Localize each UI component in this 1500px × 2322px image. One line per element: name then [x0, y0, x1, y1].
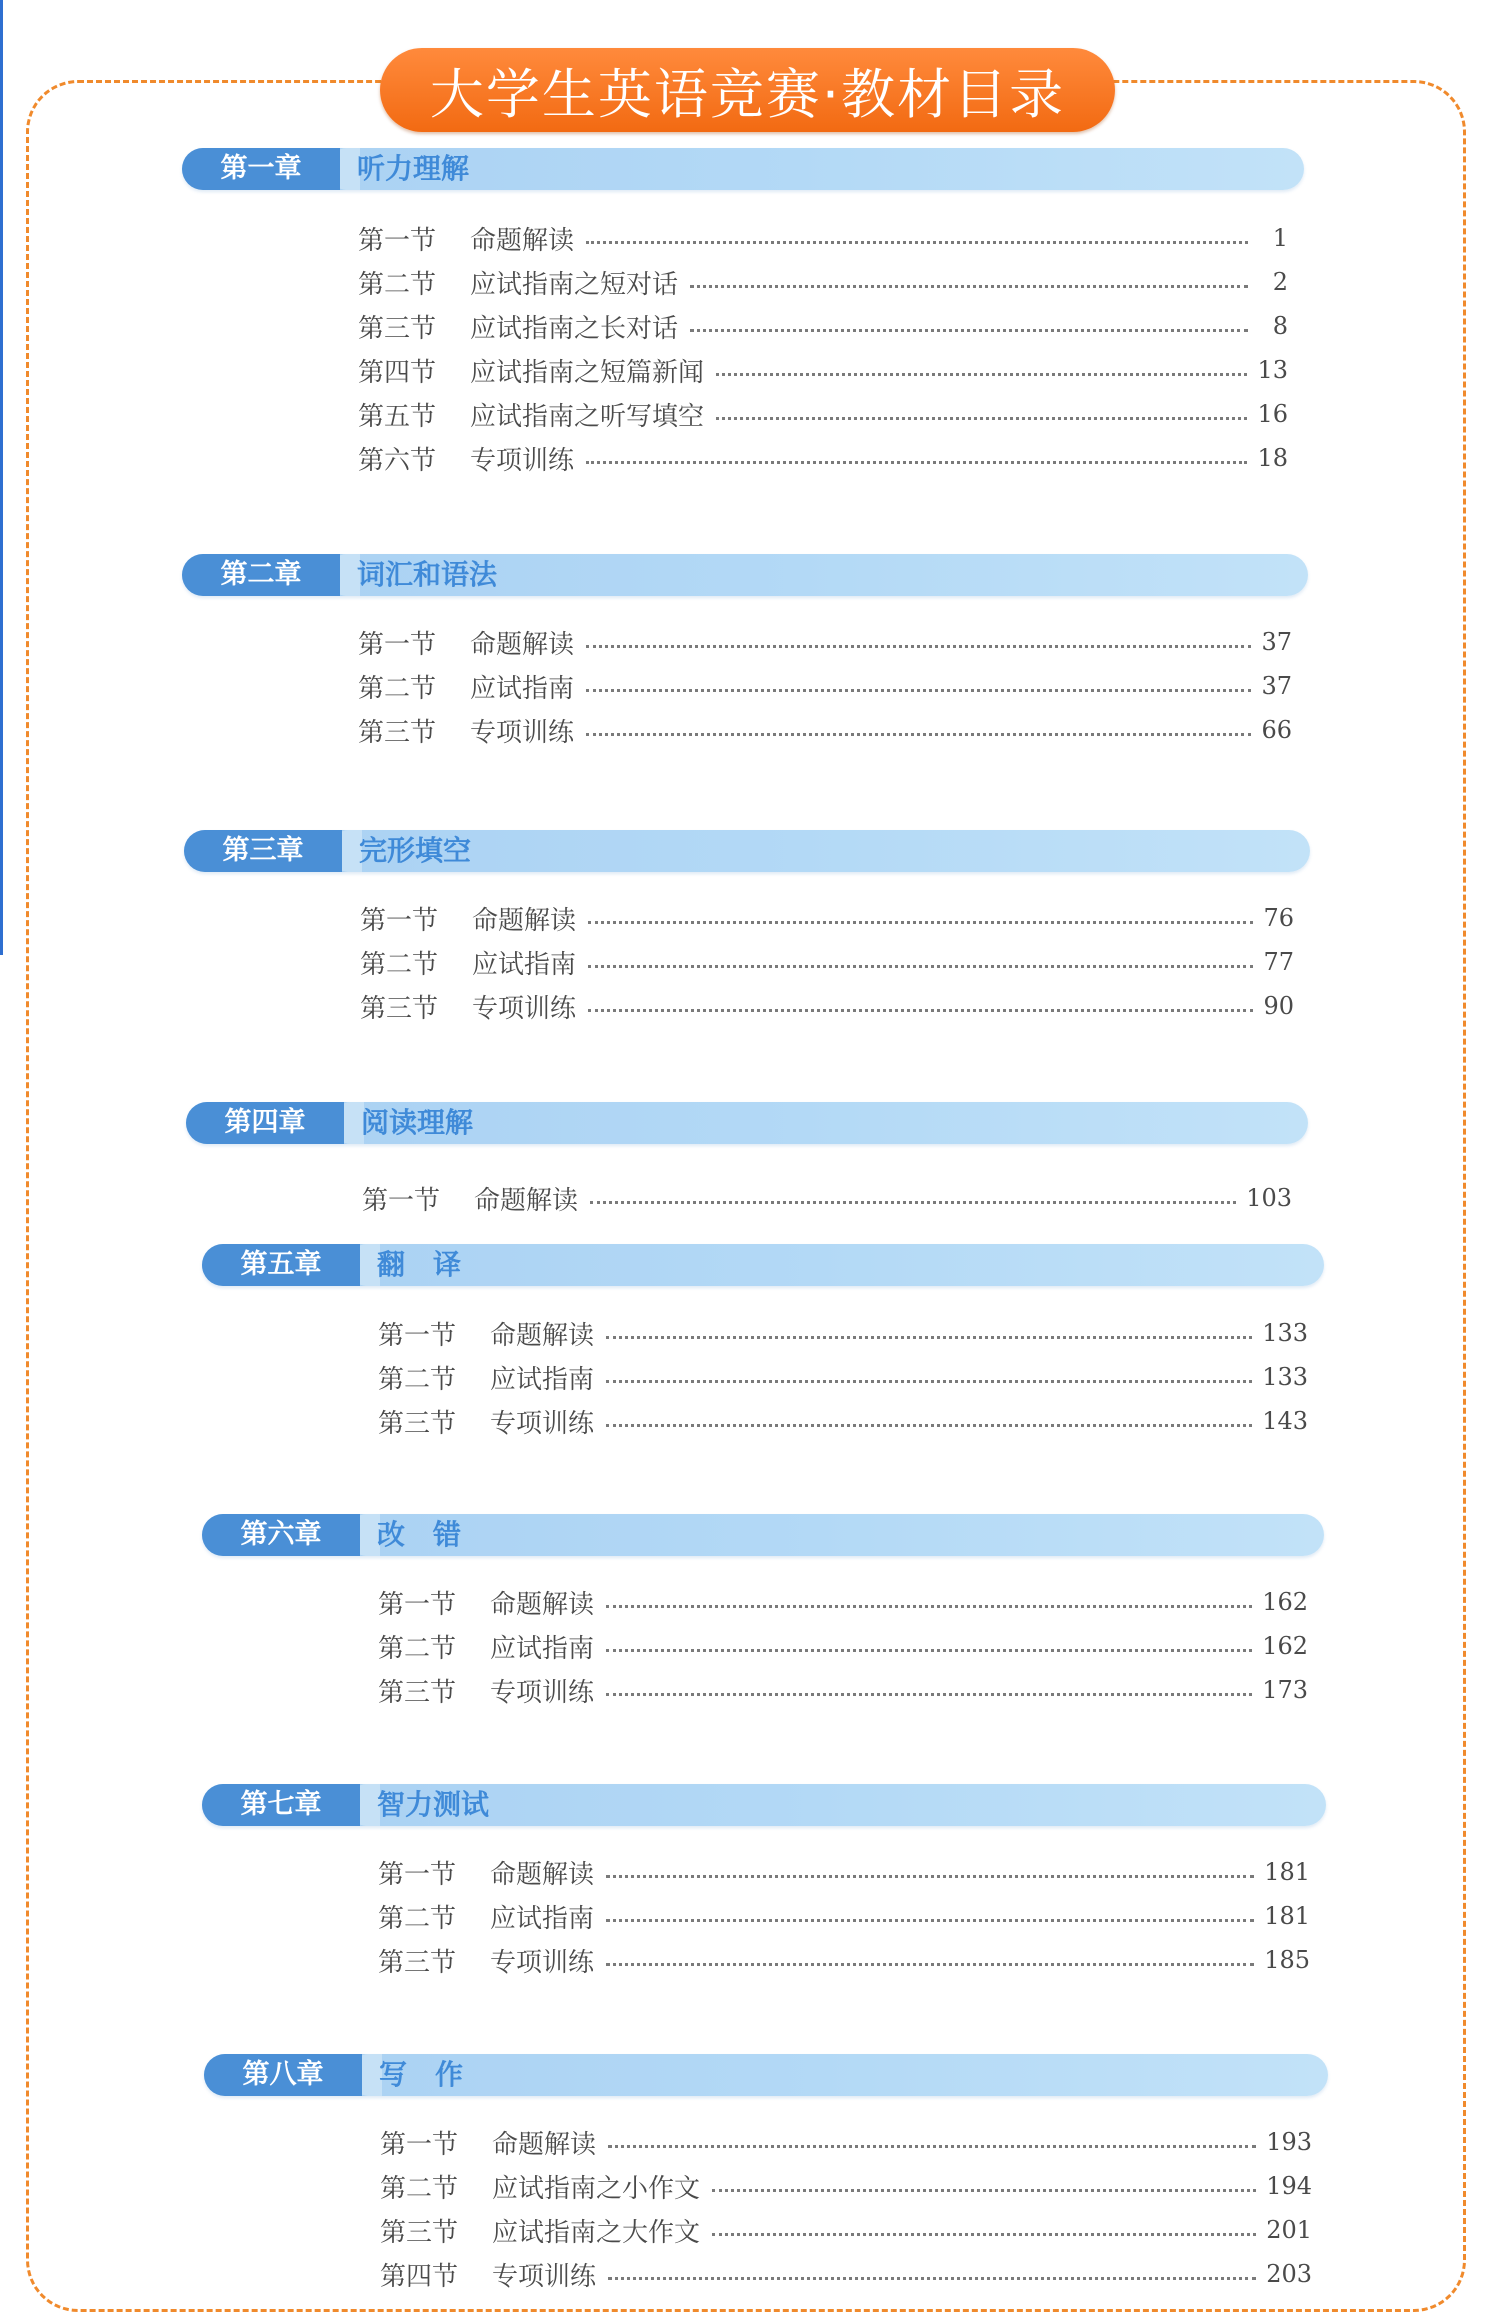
section-name: 命题解读 — [492, 2129, 597, 2160]
section-number: 第二节 — [378, 1364, 457, 1395]
section-name: 命题解读 — [472, 905, 577, 936]
page-number: 143 — [1262, 1407, 1308, 1435]
page-number: 193 — [1266, 2128, 1312, 2156]
section-number: 第一节 — [380, 2129, 459, 2160]
dot-leader — [588, 1008, 1253, 1012]
section-name: 专项训练 — [492, 2261, 597, 2292]
dot-leader — [606, 1918, 1254, 1922]
page-number: 1 — [1272, 224, 1288, 252]
toc-entry[interactable] — [380, 2252, 1312, 2296]
section-name: 应试指南 — [490, 1903, 595, 1934]
section-number: 第四节 — [380, 2261, 459, 2292]
dot-leader — [586, 460, 1247, 464]
page-number: 162 — [1262, 1632, 1308, 1660]
section-number: 第二节 — [378, 1633, 457, 1664]
chapter-title: 改 错 — [377, 1518, 462, 1551]
page-number: 13 — [1257, 356, 1288, 384]
page-number: 77 — [1263, 948, 1294, 976]
page-number: 201 — [1266, 2216, 1312, 2244]
section-number: 第四节 — [358, 357, 437, 388]
toc-entry[interactable] — [380, 2164, 1312, 2208]
chapter-5 — [202, 1244, 1324, 1439]
left-edge-rule — [0, 0, 3, 955]
toc-entry[interactable] — [358, 304, 1288, 348]
section-number: 第三节 — [378, 1947, 457, 1978]
chapter-title: 听力理解 — [357, 152, 470, 185]
page-number: 37 — [1261, 628, 1292, 656]
page-title: 大学生英语竞赛·教材目录 — [380, 48, 1115, 132]
toc-entry[interactable] — [360, 940, 1294, 984]
chapter-label: 第四章 — [186, 1102, 344, 1144]
section-name: 应试指南 — [472, 949, 577, 980]
section-name: 命题解读 — [470, 225, 575, 256]
section-list — [362, 1176, 1292, 1220]
section-list — [378, 1580, 1308, 1712]
chapter-1 — [182, 148, 1304, 476]
chapter-header-bar — [202, 1514, 1324, 1556]
toc-entry[interactable] — [358, 348, 1288, 392]
dot-leader — [608, 2276, 1256, 2280]
section-number: 第一节 — [358, 629, 437, 660]
toc-entry[interactable] — [378, 1850, 1310, 1894]
section-list — [358, 216, 1288, 480]
chapter-label: 第六章 — [202, 1514, 360, 1556]
section-number: 第二节 — [380, 2173, 459, 2204]
section-number: 第三节 — [358, 717, 437, 748]
page-number: 194 — [1266, 2172, 1312, 2200]
section-name: 专项训练 — [490, 1947, 595, 1978]
dot-leader — [712, 2232, 1256, 2236]
dot-leader — [716, 416, 1247, 420]
page-number: 133 — [1262, 1319, 1308, 1347]
chapter-label: 第五章 — [202, 1244, 360, 1286]
toc-entry[interactable] — [380, 2208, 1312, 2252]
section-number: 第二节 — [358, 269, 437, 300]
section-number: 第一节 — [378, 1859, 457, 1890]
dot-leader — [716, 372, 1247, 376]
chapter-label: 第三章 — [184, 830, 342, 872]
toc-entry[interactable] — [378, 1580, 1308, 1624]
dot-leader — [606, 1692, 1252, 1696]
chapter-7 — [202, 1784, 1326, 1978]
toc-entry[interactable] — [362, 1176, 1292, 1220]
chapter-header-bar — [186, 1102, 1308, 1144]
chapter-header-bar — [202, 1784, 1326, 1826]
toc-entry[interactable] — [358, 436, 1288, 480]
page-number: 133 — [1262, 1363, 1308, 1391]
chapter-title: 智力测试 — [377, 1788, 490, 1821]
page-number: 66 — [1261, 716, 1292, 744]
section-number: 第五节 — [358, 401, 437, 432]
toc-entry[interactable] — [360, 984, 1294, 1028]
toc-entry[interactable] — [378, 1355, 1308, 1399]
page-number: 16 — [1257, 400, 1288, 428]
dot-leader — [586, 240, 1248, 244]
chapter-title: 翻 译 — [377, 1248, 462, 1281]
toc-entry[interactable] — [358, 392, 1288, 436]
chapter-label: 第二章 — [182, 554, 340, 596]
dot-leader — [586, 688, 1251, 692]
section-name: 应试指南 — [490, 1633, 595, 1664]
section-name: 命题解读 — [474, 1185, 579, 1216]
section-list — [378, 1311, 1308, 1443]
dot-leader — [588, 964, 1253, 968]
chapter-title: 词汇和语法 — [357, 558, 498, 591]
chapter-title: 完形填空 — [359, 834, 472, 867]
dot-leader — [586, 644, 1251, 648]
section-number: 第一节 — [358, 225, 437, 256]
dot-leader — [606, 1604, 1252, 1608]
dot-leader — [606, 1335, 1252, 1339]
toc-entry[interactable] — [358, 260, 1288, 304]
section-name: 专项训练 — [472, 993, 577, 1024]
page-number: 76 — [1263, 904, 1294, 932]
section-number: 第一节 — [378, 1589, 457, 1620]
section-number: 第三节 — [358, 313, 437, 344]
chapter-label: 第八章 — [204, 2054, 362, 2096]
dot-leader — [606, 1648, 1252, 1652]
page-number: 8 — [1272, 312, 1288, 340]
toc-entry[interactable] — [358, 664, 1292, 708]
page-number: 185 — [1264, 1946, 1310, 1974]
section-name: 应试指南 — [490, 1364, 595, 1395]
dot-leader — [690, 328, 1248, 332]
section-name: 命题解读 — [490, 1320, 595, 1351]
section-number: 第一节 — [360, 905, 439, 936]
section-list — [380, 2120, 1312, 2296]
section-number: 第三节 — [380, 2217, 459, 2248]
toc-entry[interactable] — [378, 1311, 1308, 1355]
page-number: 181 — [1264, 1858, 1310, 1886]
section-name: 应试指南之短篇新闻 — [470, 357, 705, 388]
section-number: 第三节 — [360, 993, 439, 1024]
section-list — [358, 620, 1292, 752]
section-number: 第三节 — [378, 1408, 457, 1439]
section-name: 应试指南之听写填空 — [470, 401, 705, 432]
dot-leader — [606, 1423, 1252, 1427]
section-name: 专项训练 — [490, 1677, 595, 1708]
chapter-label: 第一章 — [182, 148, 340, 190]
chapter-title: 阅读理解 — [361, 1106, 474, 1139]
toc-entry[interactable] — [380, 2120, 1312, 2164]
toc-entry[interactable] — [378, 1624, 1308, 1668]
section-name: 命题解读 — [490, 1859, 595, 1890]
section-name: 应试指南 — [470, 673, 575, 704]
chapter-label: 第七章 — [202, 1784, 360, 1826]
dot-leader — [586, 732, 1251, 736]
section-name: 专项训练 — [470, 445, 575, 476]
chapter-header-bar — [204, 2054, 1328, 2096]
chapter-3 — [184, 830, 1310, 1024]
toc-entry[interactable] — [360, 896, 1294, 940]
dot-leader — [590, 1200, 1236, 1204]
section-name: 命题解读 — [470, 629, 575, 660]
toc-entry[interactable] — [378, 1938, 1310, 1982]
section-name: 专项训练 — [470, 717, 575, 748]
chapter-header-bar — [184, 830, 1310, 872]
chapter-title: 写 作 — [379, 2058, 464, 2091]
toc-entry[interactable] — [378, 1894, 1310, 1938]
dot-leader — [606, 1962, 1254, 1966]
section-number: 第二节 — [358, 673, 437, 704]
page-number: 103 — [1246, 1184, 1292, 1212]
section-number: 第六节 — [358, 445, 437, 476]
chapter-4 — [186, 1102, 1308, 1216]
section-name: 专项训练 — [490, 1408, 595, 1439]
dot-leader — [606, 1379, 1252, 1383]
chapter-header-bar — [182, 554, 1308, 596]
toc-entry[interactable] — [378, 1668, 1308, 1712]
page-number: 162 — [1262, 1588, 1308, 1616]
section-name: 应试指南之大作文 — [492, 2217, 701, 2248]
section-name: 应试指南之小作文 — [492, 2173, 701, 2204]
chapter-header-bar — [202, 1244, 1324, 1286]
section-number: 第二节 — [360, 949, 439, 980]
chapter-header-bar — [182, 148, 1304, 190]
section-number: 第一节 — [362, 1185, 441, 1216]
page-number: 181 — [1264, 1902, 1310, 1930]
dot-leader — [608, 2144, 1256, 2148]
page-number: 18 — [1257, 444, 1288, 472]
page-number: 90 — [1263, 992, 1294, 1020]
toc-entry[interactable] — [358, 708, 1292, 752]
chapter-8 — [204, 2054, 1328, 2292]
toc-entry[interactable] — [358, 216, 1288, 260]
page-number: 203 — [1266, 2260, 1312, 2288]
toc-entry[interactable] — [378, 1399, 1308, 1443]
section-name: 命题解读 — [490, 1589, 595, 1620]
section-list — [378, 1850, 1310, 1982]
section-number: 第二节 — [378, 1903, 457, 1934]
chapter-2 — [182, 554, 1308, 748]
dot-leader — [606, 1874, 1254, 1878]
chapter-6 — [202, 1514, 1324, 1708]
toc-entry[interactable] — [358, 620, 1292, 664]
dot-leader — [690, 284, 1248, 288]
section-name: 应试指南之短对话 — [470, 269, 679, 300]
section-number: 第三节 — [378, 1677, 457, 1708]
section-list — [360, 896, 1294, 1028]
dot-leader — [712, 2188, 1256, 2192]
page-number: 2 — [1272, 268, 1288, 296]
section-number: 第一节 — [378, 1320, 457, 1351]
page-number: 173 — [1262, 1676, 1308, 1704]
dot-leader — [588, 920, 1253, 924]
section-name: 应试指南之长对话 — [470, 313, 679, 344]
page-number: 37 — [1261, 672, 1292, 700]
